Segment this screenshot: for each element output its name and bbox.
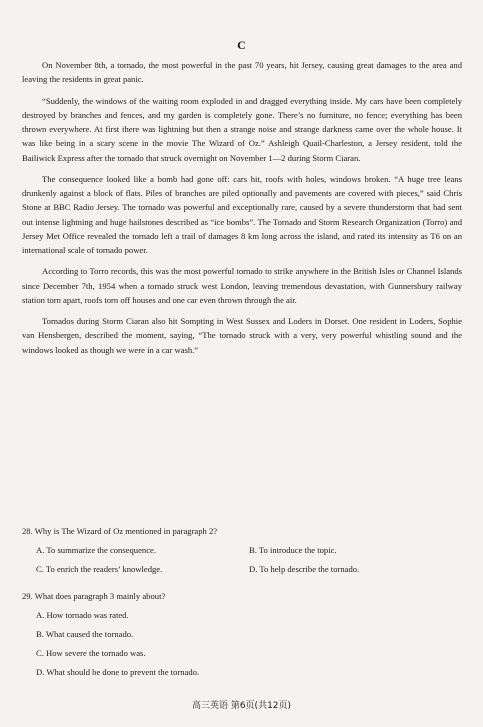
page-footer: 高三英语 第6页(共12页) xyxy=(191,701,292,711)
section-title: C xyxy=(237,38,246,52)
paragraph-5: Tornados during Storm Ciaran also hit Sompting in West Sussex and Loders in Dorset. One resident in Loders, Sophie van Hensbergen, described the moment, saying, “The tornado struck with a very, very powerful whistling sound and the windows looked as though we were in a car wash.” xyxy=(22,316,462,355)
question-28-stem: 28. Why is The Wizard of Oz mentioned in paragraph 2? xyxy=(22,526,218,536)
question-29-option-c: C. How severe the tornado was. xyxy=(36,648,146,658)
passage xyxy=(22,58,462,364)
question-29-option-a: A. How tornado was rated. xyxy=(36,610,129,620)
question-28-options xyxy=(36,543,462,581)
paragraph-3: The consequence looked like a bomb had gone off: cars hit, roofs with holes, windows broken. “A huge tree leans drunkenly against a block of flats. Piles of branches are piled optionally and pavements are covered with pieces,” said Chris Stone at BBC Radio Jersey. The tornado was powerful and exceptionally rare, caused by a severe thunderstorm that had sent out intense lightning and huge hailstones described as “ice bombs”. The Tornado and Storm Research Organization (Torro) and Jersey Met Office revealed the tornado left a trail of damages 8 km long across the island, and rated its intensity as T6 on an international scale of tornado power. xyxy=(22,173,462,255)
question-28-option-c: C. To enrich the readers’ knowledge. xyxy=(36,564,163,574)
question-28-option-b: B. To introduce the topic. xyxy=(249,545,337,555)
questions xyxy=(22,524,462,679)
paragraph-4: According to Torro records, this was the most powerful tornado to strike anywhere in the British Isles or Channel Islands since December 7th, 1954 when a tornado struck west London, leaving tremendous devastation, with Gunnersbury railway station torn apart, roofs torn off houses and one car even thrown through the air. xyxy=(22,266,462,305)
question-29-stem: 29. What does paragraph 3 mainly about? xyxy=(22,591,166,601)
paragraph-2: “Suddenly, the windows of the waiting room exploded in and dragged everything inside. My cars have been completely destroyed by branches and fences, and my garden is completely gone. There’s no furniture, no fence; everything has been thrown everywhere. At first there was lightning but then a strange noise and strange darkness came over the whole house. It was like being in a scary scene in the movie The Wizard of Oz.” Ashleigh Quail-Charleston, a Jersey resident, told the Bailiwick Express after the tornado that struck overnight on November 1—2 during Storm Ciaran. xyxy=(22,95,462,163)
question-28-option-d: D. To help describe the tornado. xyxy=(249,564,360,574)
question-28-option-a: A. To summarize the consequence. xyxy=(36,545,156,555)
paragraph-1: On November 8th, a tornado, the most powerful in the past 70 years, hit Jersey, causing great damages to the area and leaving the residents in great panic. xyxy=(22,60,462,85)
question-29-option-b: B. What caused the tornado. xyxy=(36,629,134,639)
question-29-option-d: D. What should be done to prevent the tornado. xyxy=(36,667,200,677)
